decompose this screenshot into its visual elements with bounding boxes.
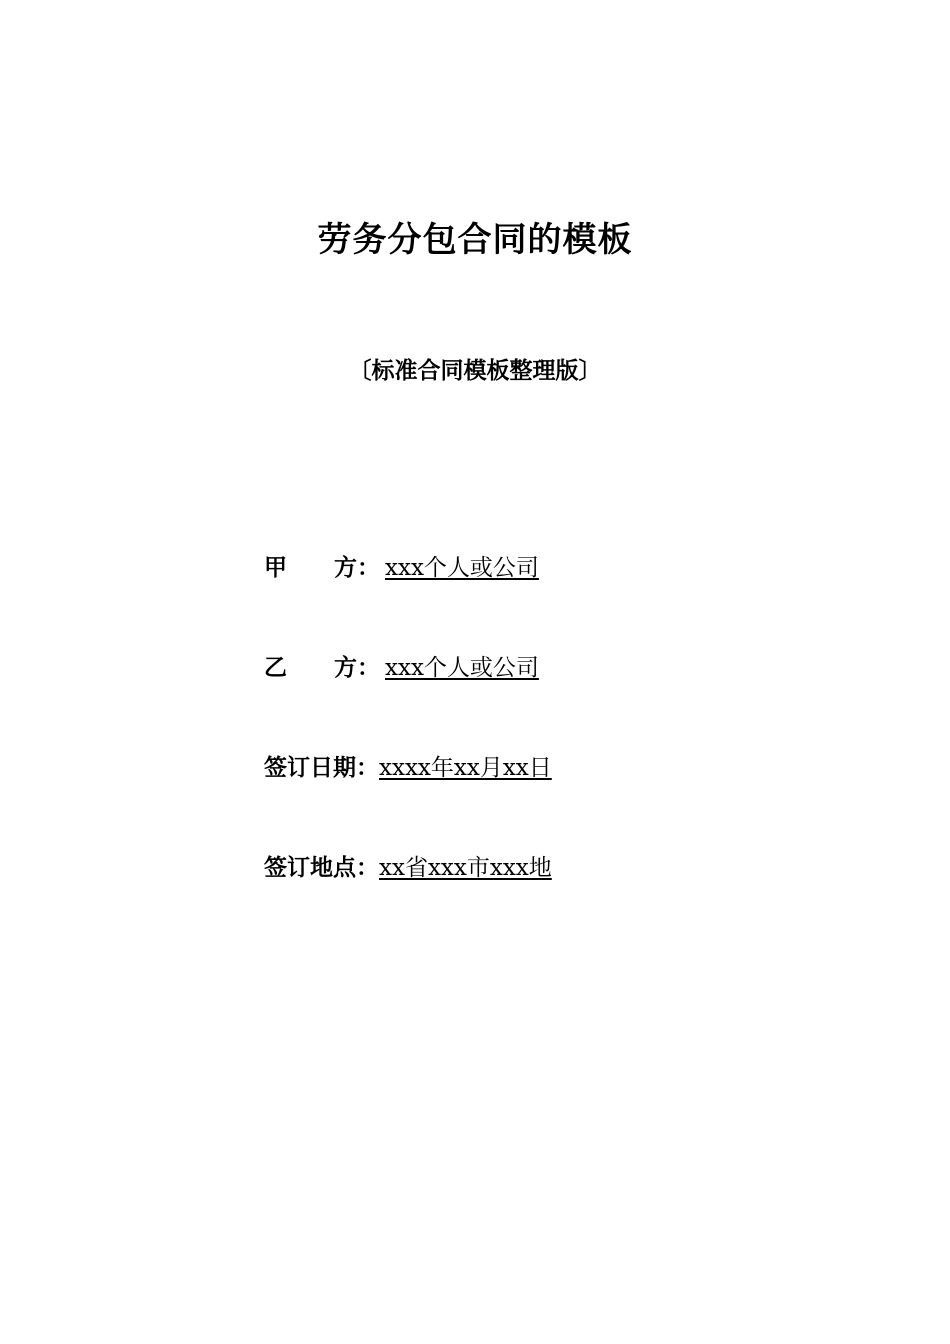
- party-a-label-char2: 方：: [334, 555, 380, 581]
- party-b-label-char2: 方：: [334, 655, 380, 681]
- sign-date-value: xxxx年xx月xx日: [379, 755, 552, 781]
- party-b-label: [264, 650, 385, 686]
- party-a-value: xxx个人或公司: [385, 555, 539, 581]
- document-subtitle: 〔标准合同模板整理版〕: [348, 358, 602, 384]
- party-b-field: [264, 650, 539, 686]
- sign-place-label: 签订地点：: [264, 855, 379, 881]
- party-b-value: xxx个人或公司: [385, 655, 539, 681]
- document-title: 劳务分包合同的模板: [317, 220, 633, 260]
- party-a-field: [264, 550, 539, 586]
- sign-date-label: 签订日期：: [264, 755, 379, 781]
- party-a-label: [264, 550, 385, 586]
- sign-place-field: [264, 850, 552, 886]
- party-a-label-char1: 甲: [264, 555, 287, 581]
- sign-date-field: [264, 750, 552, 786]
- party-b-label-char1: 乙: [264, 655, 287, 681]
- sign-place-value: xx省xxx市xxx地: [379, 855, 552, 881]
